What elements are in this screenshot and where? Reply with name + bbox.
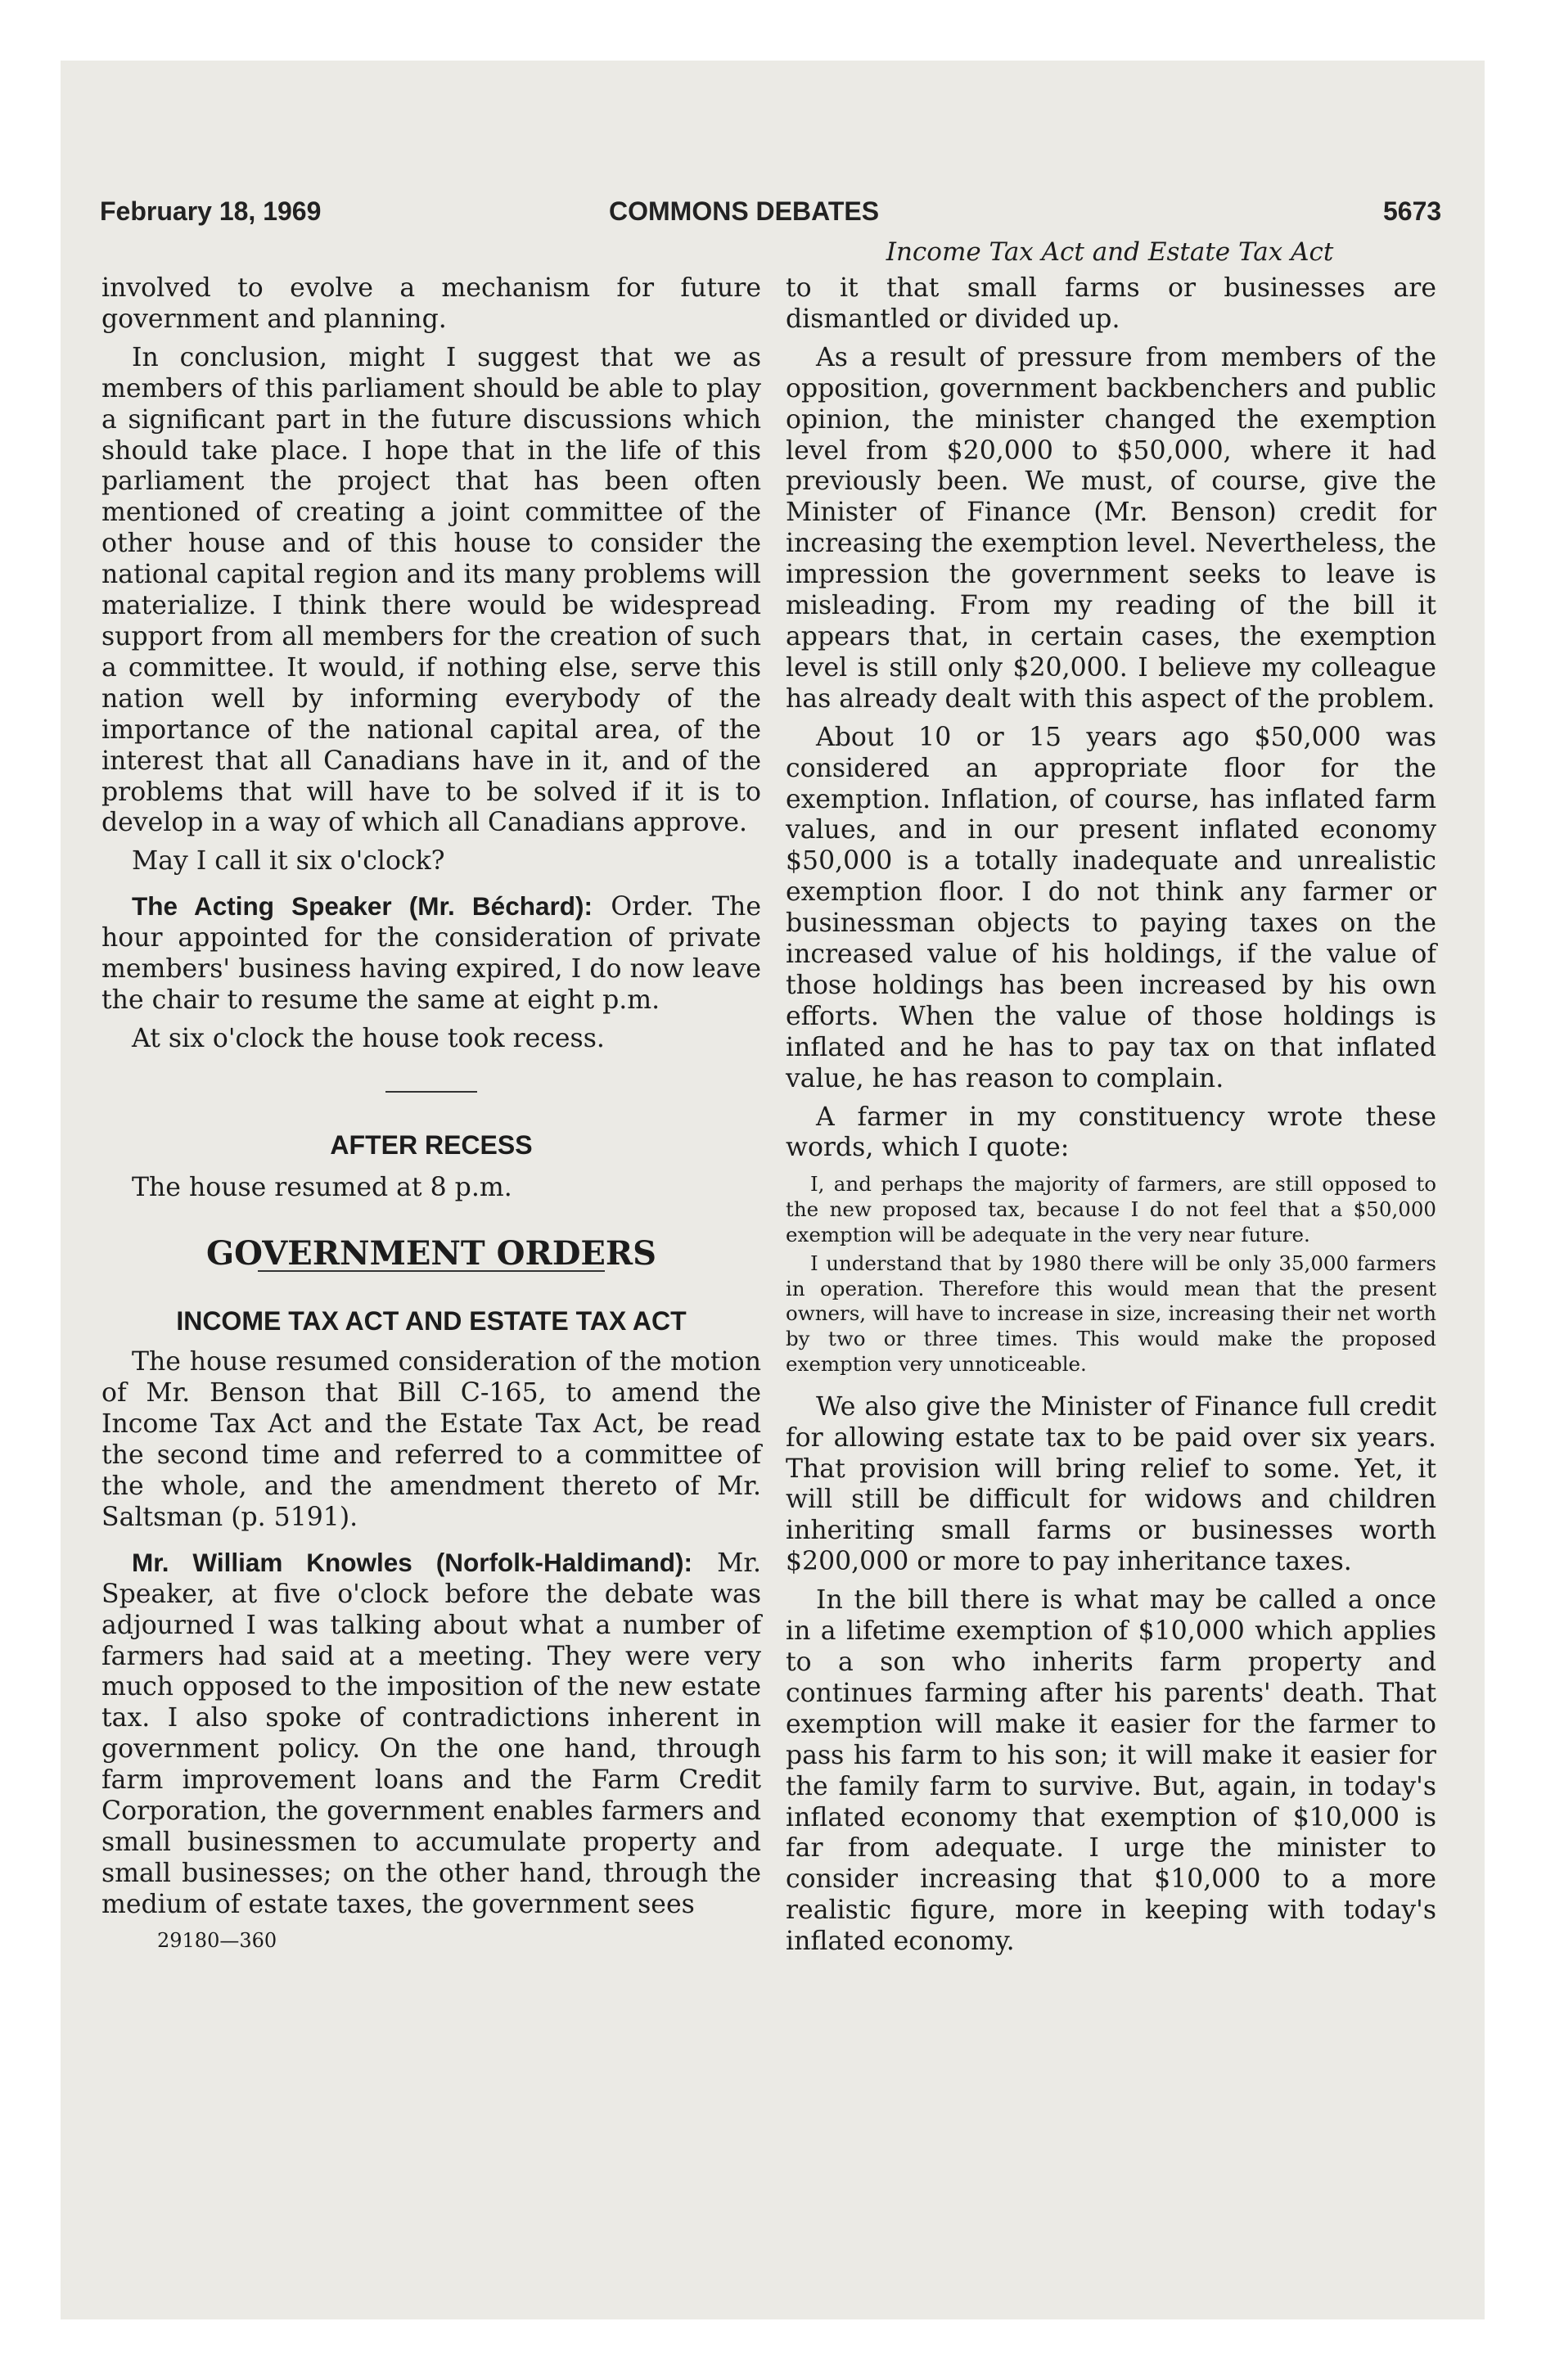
paragraph: A farmer in my constituency wrote these words, which I quote: [786, 1102, 1436, 1163]
paragraph: In the bill there is what may be called a once in a lifetime exemption of $10,000 which applies to a son who inherits farm property and continues farming after his parents' death. That exemption will make it easier for the farmer to pass his farm to his son; it will make it easier for the family farm to survive. But, again, in today's inflated economy that exemption of $10,000 is far from adequate. I urge the minister to consider increasing that $10,000 to a more realistic figure, more in keeping with today's inflated economy. [786, 1585, 1436, 1957]
quote-paragraph: I, and perhaps the majority of farmers, are still opposed to the new proposed tax, because I do not feel that a $50,000 exemption will be adequate in the very near future. [786, 1172, 1436, 1246]
speaker-name: Mr. William Knowles (Norfolk-Haldimand): [132, 1547, 692, 1577]
paragraph: As a result of pressure from members of the opposition, government backbenchers and public opinion, the minister changed the exemption level from $20,000 to $50,000, where it had previously been. We must, of course, give the Minister of Finance (Mr. Benson) credit for increasing the exemption level. Nevertheless, the impression the government seeks to leave is misleading. From my reading of the bill it appears that, in certain cases, the exemption level is still only $20,000. I believe my colleague has already dealt with this aspect of the problem. [786, 342, 1436, 714]
block-quote [786, 1172, 1436, 1377]
paragraph: to it that small farms or businesses are dismantled or divided up. [786, 273, 1436, 334]
bill-heading: INCOME TAX ACT AND ESTATE TAX ACT [176, 1306, 687, 1336]
divider [385, 1091, 477, 1093]
right-column [786, 273, 1436, 1958]
paragraph: In conclusion, might I suggest that we as members of this parliament should be able to play a significant part in the future discussions which should take place. I hope that in the life of this parliament the project that has been often mentioned of creating a joint committee of the other house and of this house to consider the national capital region and its many problems will materialize. I think there would be widespread support from all members for the creation of such a committee. It would, if nothing else, serve this nation well by informing everybody of the importance of the national capital area, of the interest that all Canadians have in it, and of the problems that will have to be solved if it is to develop in a way of which all Canadians approve. [101, 342, 761, 838]
paragraph: The house resumed at 8 p.m. [132, 1172, 512, 1202]
paragraph: The house resumed consideration of the motion of Mr. Benson that Bill C-165, to amend the Income Tax Act and the Estate Tax Act, be read the second time and referred to a committee of the whole, and the amendment thereto of Mr. Saltsman (p. 5191). [101, 1347, 761, 1532]
after-recess-heading: AFTER RECESS [330, 1129, 533, 1160]
paragraph: At six o'clock the house took recess. [132, 1023, 605, 1053]
speaker-paragraph [101, 891, 761, 1016]
speaker-paragraph [101, 1548, 761, 1921]
speech-text: Order. The hour appointed for the consideration of private members' business having expired, I do now leave the chair to resume the same at eight p.m. [101, 892, 761, 1015]
paragraph: We also give the Minister of Finance full credit for allowing estate tax to be paid over six years. That provision will bring relief to some. Yet, it will still be difficult for widows and children inheriting small farms or businesses worth $200,000 or more to pay inheritance taxes. [786, 1391, 1436, 1577]
header-date: February 18, 1969 [100, 196, 322, 226]
government-orders-heading: GOVERNMENT ORDERS [205, 1233, 657, 1273]
paragraph: involved to evolve a mechanism for future government and planning. [101, 273, 761, 334]
speaker-name: The Acting Speaker (Mr. Béchard): [132, 891, 593, 922]
running-subject: Income Tax Act and Estate Tax Act [886, 237, 1334, 267]
paragraph: May I call it six o'clock? [132, 846, 445, 877]
paragraph: About 10 or 15 years ago $50,000 was considered an appropriate floor for the exemption. Inflation, of course, has inflated farm values, and in our present inflated economy $50,000 is a totally inadequate and unrealistic exemption floor. I do not think any farmer or businessman objects to paying taxes on the increased value of his holdings, if the value of those holdings has been increased by his own efforts. When the value of those holdings is inflated and he has to pay tax on that inflated value, he has reason to complain. [786, 722, 1436, 1093]
header-page-number: 5673 [1383, 196, 1442, 226]
footer-code: 29180—360 [157, 1928, 277, 1952]
left-column [101, 273, 761, 1957]
header-title: COMMONS DEBATES [609, 196, 880, 226]
speech-text: Mr. Speaker, at five o'clock before the debate was adjourned I was talking about what a number of farmers had said at a meeting. They were very much opposed to the imposition of the new estate tax. I also spoke of contradictions inherent in government policy. On the one hand, through farm improvement loans and the Farm Credit Corporation, the government enables farmers and small businessmen to accumulate property and small businesses; on the other hand, through the medium of estate taxes, the government sees [101, 1548, 762, 1919]
quote-paragraph: I understand that by 1980 there will be only 35,000 farmers in operation. Therefore this would mean that the present owners, will have to increase in size, increasing their net worth by two or three times. This would make the proposed exemption very unnoticeable. [786, 1251, 1436, 1376]
